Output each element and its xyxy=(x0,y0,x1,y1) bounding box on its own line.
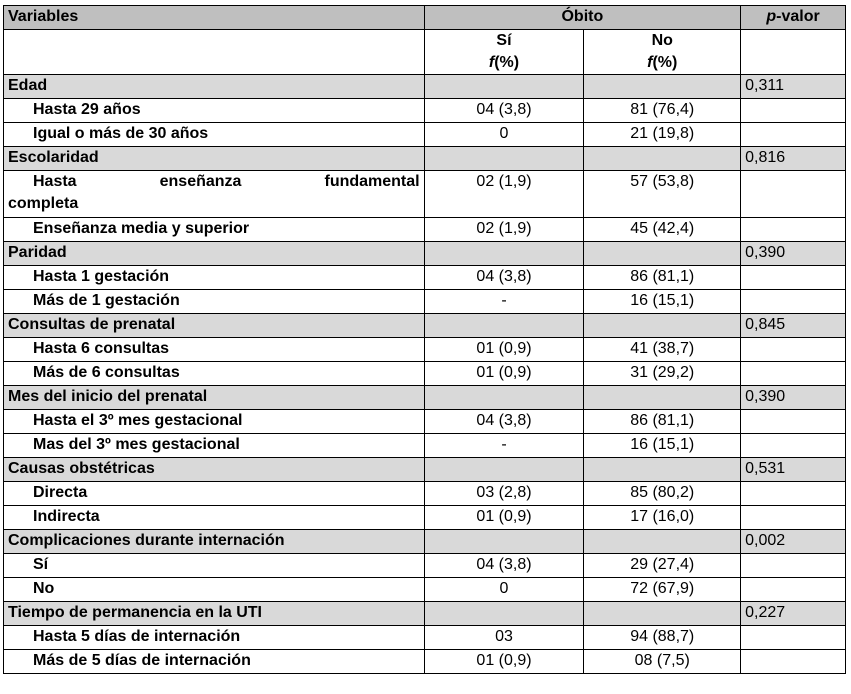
si-value: 0 xyxy=(424,123,584,147)
si-value: 03 (2,8) xyxy=(424,482,584,506)
p-value: 0,311 xyxy=(741,75,846,99)
si-value: 02 (1,9) xyxy=(424,218,584,242)
row-label: Hasta 1 gestación xyxy=(4,266,425,290)
group-row xyxy=(4,602,846,626)
table-row xyxy=(4,554,846,578)
no-value: 08 (7,5) xyxy=(584,650,741,674)
si-value: - xyxy=(424,434,584,458)
p-empty-cell xyxy=(741,482,846,506)
group-no-cell xyxy=(584,602,741,626)
no-value: 94 (88,7) xyxy=(584,626,741,650)
table-row xyxy=(4,362,846,386)
subheader-empty-p xyxy=(741,30,846,75)
no-value: 81 (76,4) xyxy=(584,99,741,123)
group-row xyxy=(4,242,846,266)
group-no-cell xyxy=(584,75,741,99)
p-empty-cell xyxy=(741,266,846,290)
row-label: Más de 5 días de internación xyxy=(4,650,425,674)
row-label: Enseñanza media y superior xyxy=(4,218,425,242)
group-label: Mes del inicio del prenatal xyxy=(4,386,425,410)
no-value: 86 (81,1) xyxy=(584,266,741,290)
no-value: 31 (29,2) xyxy=(584,362,741,386)
p-value: 0,390 xyxy=(741,242,846,266)
subheader-empty xyxy=(4,30,425,75)
si-value: 04 (3,8) xyxy=(424,266,584,290)
row-label: Mas del 3º mes gestacional xyxy=(4,434,425,458)
row-label: Hasta 5 días de internación xyxy=(4,626,425,650)
group-label: Consultas de prenatal xyxy=(4,314,425,338)
table-body xyxy=(4,75,846,674)
no-value: 86 (81,1) xyxy=(584,410,741,434)
group-label: Escolaridad xyxy=(4,147,425,171)
row-label: Hasta el 3º mes gestacional xyxy=(4,410,425,434)
no-value: 16 (15,1) xyxy=(584,434,741,458)
p-empty-cell xyxy=(741,554,846,578)
si-value: 04 (3,8) xyxy=(424,99,584,123)
si-value: 01 (0,9) xyxy=(424,362,584,386)
group-si-cell xyxy=(424,75,584,99)
table-row xyxy=(4,266,846,290)
p-value: 0,531 xyxy=(741,458,846,482)
p-value: 0,816 xyxy=(741,147,846,171)
row-label: Igual o más de 30 años xyxy=(4,123,425,147)
group-si-cell xyxy=(424,530,584,554)
no-value: 17 (16,0) xyxy=(584,506,741,530)
p-value: 0,390 xyxy=(741,386,846,410)
row-label: No xyxy=(4,578,425,602)
group-row xyxy=(4,530,846,554)
group-row xyxy=(4,314,846,338)
no-value: 16 (15,1) xyxy=(584,290,741,314)
p-empty-cell xyxy=(741,578,846,602)
subheader-no: No f(%) xyxy=(584,30,741,75)
row-label: Más de 1 gestación xyxy=(4,290,425,314)
p-empty-cell xyxy=(741,99,846,123)
si-value: 0 xyxy=(424,578,584,602)
p-empty-cell xyxy=(741,290,846,314)
p-value: 0,227 xyxy=(741,602,846,626)
si-value: 03 xyxy=(424,626,584,650)
p-empty-cell xyxy=(741,123,846,147)
no-value: 45 (42,4) xyxy=(584,218,741,242)
group-si-cell xyxy=(424,386,584,410)
group-si-cell xyxy=(424,458,584,482)
subheader-si: Sí f(%) xyxy=(424,30,584,75)
group-si-cell xyxy=(424,147,584,171)
p-empty-cell xyxy=(741,650,846,674)
p-empty-cell xyxy=(741,362,846,386)
no-value: 41 (38,7) xyxy=(584,338,741,362)
table-row xyxy=(4,482,846,506)
no-value: 57 (53,8) xyxy=(584,171,741,218)
row-label: Más de 6 consultas xyxy=(4,362,425,386)
table-row xyxy=(4,171,846,218)
group-no-cell xyxy=(584,530,741,554)
table-row xyxy=(4,650,846,674)
table-row xyxy=(4,218,846,242)
table-row xyxy=(4,99,846,123)
row-label: Directa xyxy=(4,482,425,506)
group-row xyxy=(4,75,846,99)
table-row xyxy=(4,626,846,650)
no-value: 85 (80,2) xyxy=(584,482,741,506)
group-label: Tiempo de permanencia en la UTI xyxy=(4,602,425,626)
p-empty-cell xyxy=(741,218,846,242)
p-empty-cell xyxy=(741,410,846,434)
group-no-cell xyxy=(584,147,741,171)
group-si-cell xyxy=(424,242,584,266)
table-row xyxy=(4,338,846,362)
group-no-cell xyxy=(584,242,741,266)
table-row xyxy=(4,506,846,530)
row-label: Hasta 29 años xyxy=(4,99,425,123)
group-no-cell xyxy=(584,458,741,482)
table-row xyxy=(4,290,846,314)
si-value: 02 (1,9) xyxy=(424,171,584,218)
p-empty-cell xyxy=(741,434,846,458)
p-value: 0,845 xyxy=(741,314,846,338)
row-label: Indirecta xyxy=(4,506,425,530)
si-value: 04 (3,8) xyxy=(424,410,584,434)
row-label: Sí xyxy=(4,554,425,578)
group-label: Complicaciones durante internación xyxy=(4,530,425,554)
si-value: 01 (0,9) xyxy=(424,506,584,530)
no-value: 21 (19,8) xyxy=(584,123,741,147)
p-empty-cell xyxy=(741,338,846,362)
group-si-cell xyxy=(424,314,584,338)
row-label: Hasta 6 consultas xyxy=(4,338,425,362)
p-value: 0,002 xyxy=(741,530,846,554)
group-label: Paridad xyxy=(4,242,425,266)
table-row xyxy=(4,578,846,602)
p-empty-cell xyxy=(741,626,846,650)
group-label: Causas obstétricas xyxy=(4,458,425,482)
group-no-cell xyxy=(584,314,741,338)
group-row xyxy=(4,458,846,482)
table-row xyxy=(4,410,846,434)
group-row xyxy=(4,386,846,410)
header-obito: Óbito xyxy=(424,6,740,30)
p-empty-cell xyxy=(741,171,846,218)
row-label: Hasta enseñanza fundamental completa xyxy=(4,171,425,218)
si-value: 01 (0,9) xyxy=(424,338,584,362)
si-value: 01 (0,9) xyxy=(424,650,584,674)
table-subheader-row xyxy=(4,30,846,75)
group-row xyxy=(4,147,846,171)
si-value: 04 (3,8) xyxy=(424,554,584,578)
table-row xyxy=(4,434,846,458)
p-empty-cell xyxy=(741,506,846,530)
table-header-row xyxy=(4,6,846,30)
header-variables: Variables xyxy=(4,6,425,30)
no-value: 29 (27,4) xyxy=(584,554,741,578)
group-si-cell xyxy=(424,602,584,626)
group-no-cell xyxy=(584,386,741,410)
table-row xyxy=(4,123,846,147)
no-value: 72 (67,9) xyxy=(584,578,741,602)
si-value: - xyxy=(424,290,584,314)
group-label: Edad xyxy=(4,75,425,99)
header-p-valor: p-valor xyxy=(741,6,846,30)
data-table xyxy=(3,5,846,674)
